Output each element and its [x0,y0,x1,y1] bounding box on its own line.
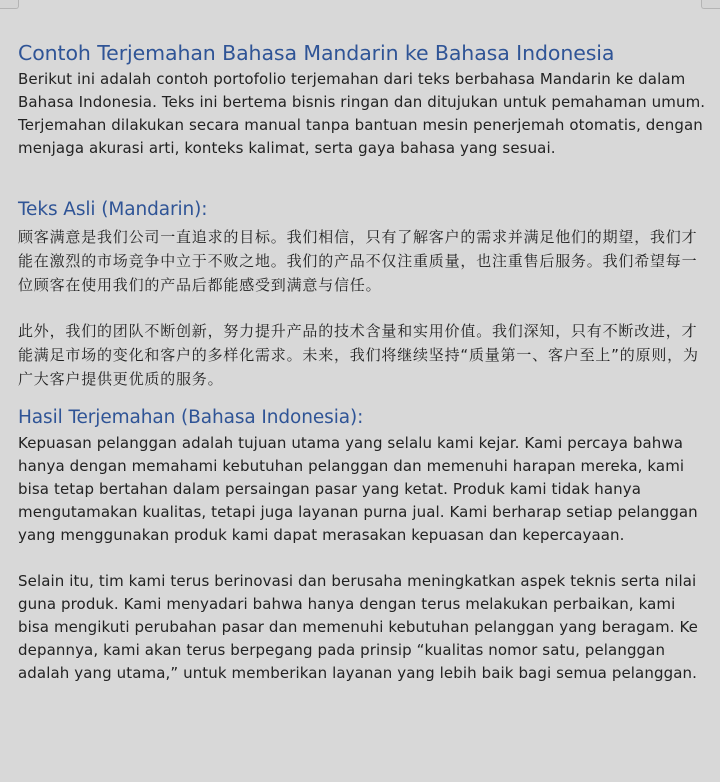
translation-paragraph-1: Kepuasan pelanggan adalah tujuan utama yang selalu kami kejar. Kami percaya bahwa hanya dengan memahami kebutuhan pelanggan dan memenuhi harapan mereka, kami bisa tetap bertahan dalam persaingan pasar yang ketat. Produk kami tidak hanya mengutamakan kualitas, tetapi juga layanan purna jual. Kami berharap setiap pelanggan yang menggunakan produk kami dapat merasakan kepuasan dan kepercayaan. [18,434,698,544]
translation-paragraph-2: Selain itu, tim kami terus berinovasi dan berusaha meningkatkan aspek teknis serta nilai guna produk. Kami menyadari bahwa hanya dengan terus melakukan perbaikan, kami bisa mengikuti perubahan pasar dan memenuhi kebutuhan pelanggan yang beragam. Ke depannya, kami akan terus berpegang pada prinsip “kualitas nomor satu, pelanggan adalah yang utama,” untuk memberikan layanan yang lebih baik bagi semua pelanggan. [18,572,698,682]
original-paragraph-1: 顾客满意是我们公司一直追求的目标。我们相信，只有了解客户的需求并满足他们的期望，我们才能在激烈的市场竞争中立于不败之地。我们的产品不仅注重质量，也注重售后服务。我们希望每一位顾客在使用我们的产品后都能感受到满意与信任。 [18,228,698,294]
original-paragraph-2: 此外，我们的团队不断创新，努力提升产品的技术含量和实用价值。我们深知，只有不断改进，才能满足市场的变化和客户的多样化需求。未来，我们将继续坚持“质量第一、客户至上”的原则，为广大客户提供更优质的服务。 [18,322,699,388]
intro-paragraph: Berikut ini adalah contoh portofolio terjemahan dari teks berbahasa Mandarin ke dalam Bahasa Indonesia. Teks ini bertema bisnis ringan dan ditujukan untuk pemahaman umum. Terjemahan dilakukan secara manual tanpa bantuan mesin penerjemah otomatis, dengan menjaga akurasi arti, konteks kalimat, serta gaya bahasa yang sesuai. [18,70,706,157]
translation-heading: Hasil Terjemahan (Bahasa Indonesia): [18,407,364,428]
page-corner-mark-right [701,0,720,9]
document-page [18,38,708,685]
page-corner-mark-left [0,0,19,9]
original-text-heading: Teks Asli (Mandarin): [18,199,208,220]
document-title: Contoh Terjemahan Bahasa Mandarin ke Bahasa Indonesia [18,41,615,65]
